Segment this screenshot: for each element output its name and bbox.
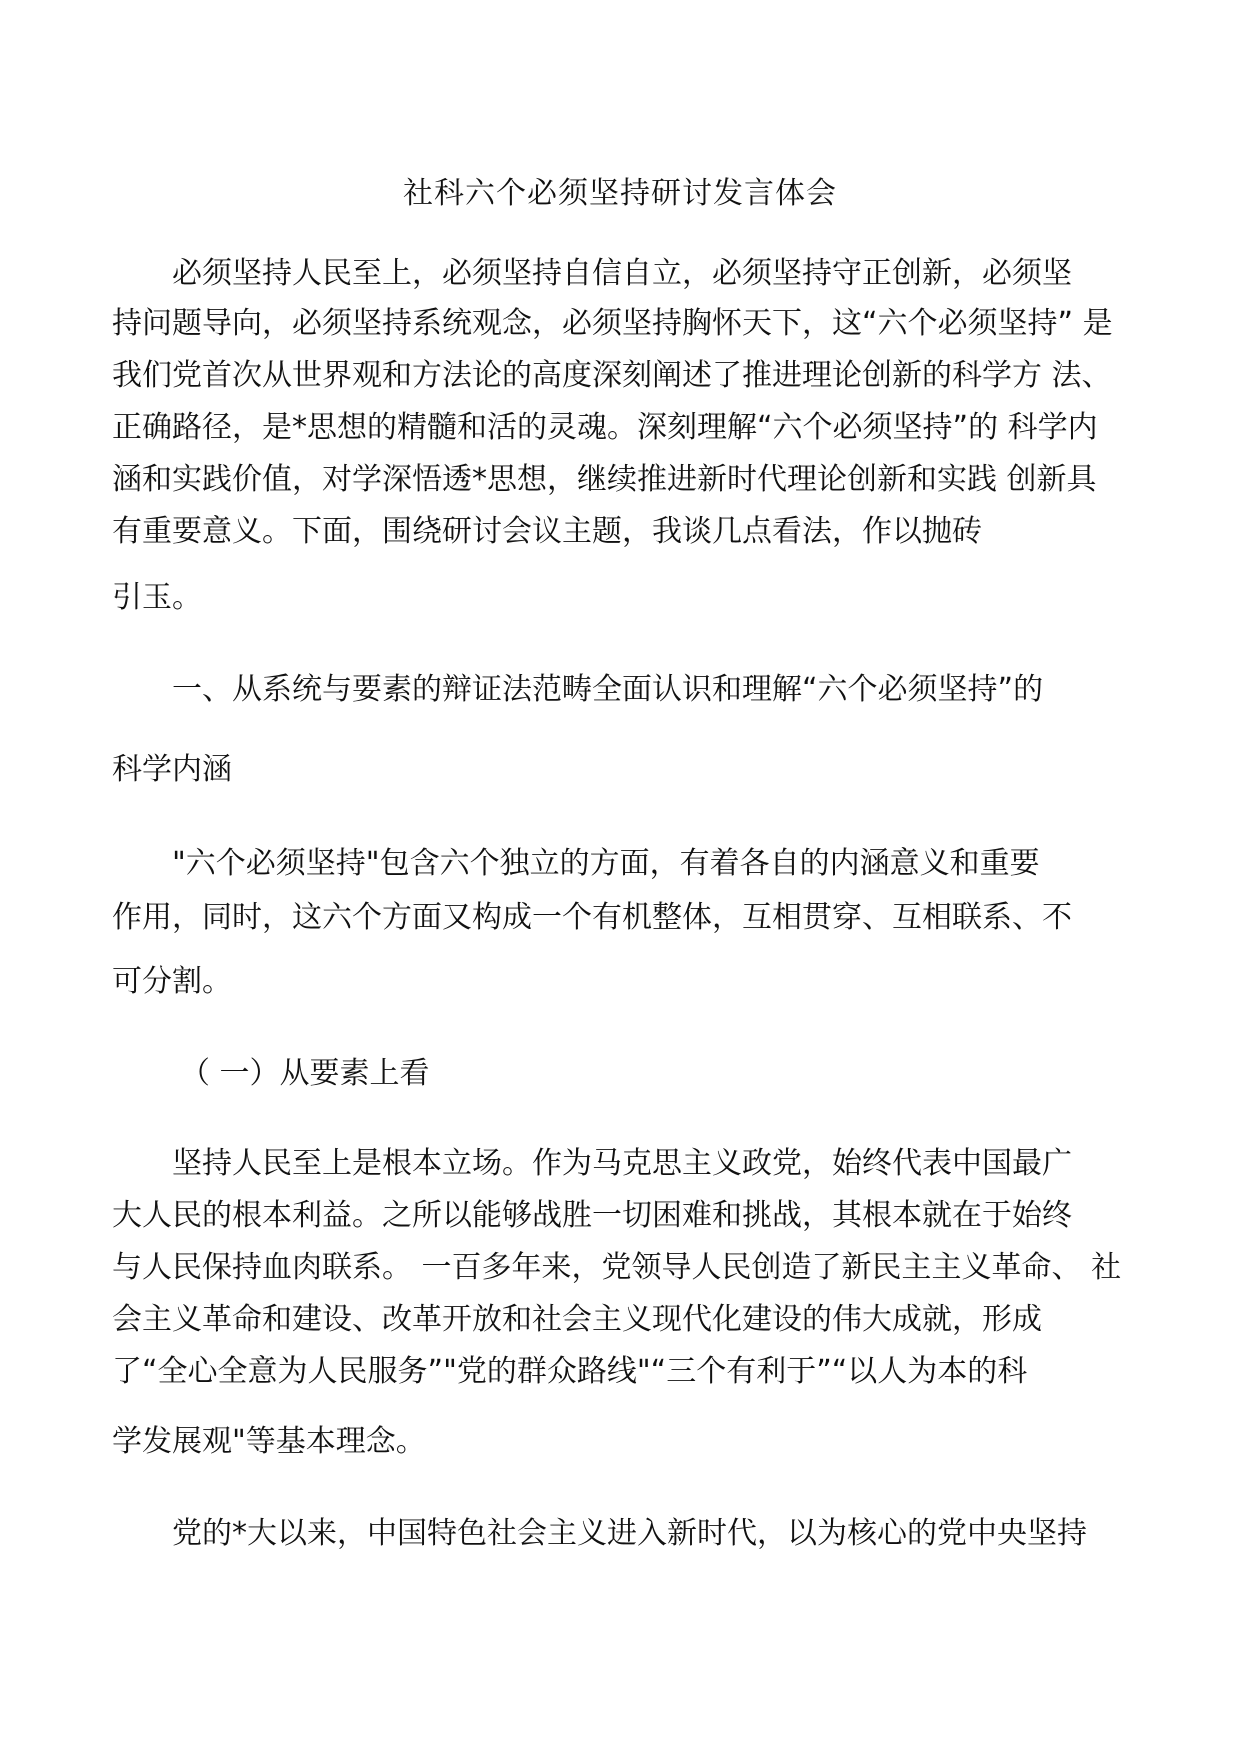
paragraph-line: 与人民保持血肉联系。 一百多年来，党领导人民创造了新民主主义革命、 社: [112, 1250, 1122, 1285]
document-title: 社科六个必须坚持研讨发言体会: [403, 176, 837, 211]
subsection-heading: （ 一）从要素上看: [180, 1056, 430, 1091]
paragraph-line: 可分割。: [112, 964, 232, 999]
paragraph-line: 我们党首次从世界观和方法论的高度深刻阐述了推进理论创新的科学方 法、: [112, 358, 1112, 393]
paragraph-line: 有重要意义。下面，围绕研讨会议主题，我谈几点看法，作以抛砖: [112, 514, 982, 549]
paragraph-line: 涵和实践价值，对学深悟透*思想，继续推进新时代理论创新和实践 创新具: [112, 462, 1097, 497]
paragraph-line: 持问题导向，必须坚持系统观念，必须坚持胸怀天下，这“六个必须坚持” 是: [112, 306, 1113, 341]
section-heading: 科学内涵: [112, 752, 232, 787]
paragraph-line: 坚持人民至上是根本立场。作为马克思主义政党，始终代表中国最广: [172, 1146, 1072, 1181]
paragraph-line: 了“全心全意为人民服务”"党的群众路线"“三个有利于”“以人为本的科: [112, 1354, 1028, 1389]
paragraph-line: "六个必须坚持"包含六个独立的方面，有着各自的内涵意义和重要: [172, 846, 1040, 881]
section-heading: 一、从系统与要素的辩证法范畴全面认识和理解“六个必须坚持”的: [172, 672, 1044, 707]
paragraph-line: 必须坚持人民至上，必须坚持自信自立，必须坚持守正创新，必须坚: [172, 256, 1072, 291]
paragraph-line: 党的*大以来，中国特色社会主义进入新时代，以为核心的党中央坚持: [172, 1516, 1087, 1551]
paragraph-line: 大人民的根本利益。之所以能够战胜一切困难和挑战，其根本就在于始终: [112, 1198, 1072, 1233]
paragraph-line: 学发展观"等基本理念。: [112, 1424, 426, 1459]
paragraph-line: 引玉。: [112, 580, 202, 615]
paragraph-line: 正确路径，是*思想的精髓和活的灵魂。深刻理解“六个必须坚持”的 科学内: [112, 410, 1098, 445]
paragraph-line: 作用，同时，这六个方面又构成一个有机整体，互相贯穿、互相联系、不: [112, 900, 1072, 935]
paragraph-line: 会主义革命和建设、改革开放和社会主义现代化建设的伟大成就，形成: [112, 1302, 1042, 1337]
